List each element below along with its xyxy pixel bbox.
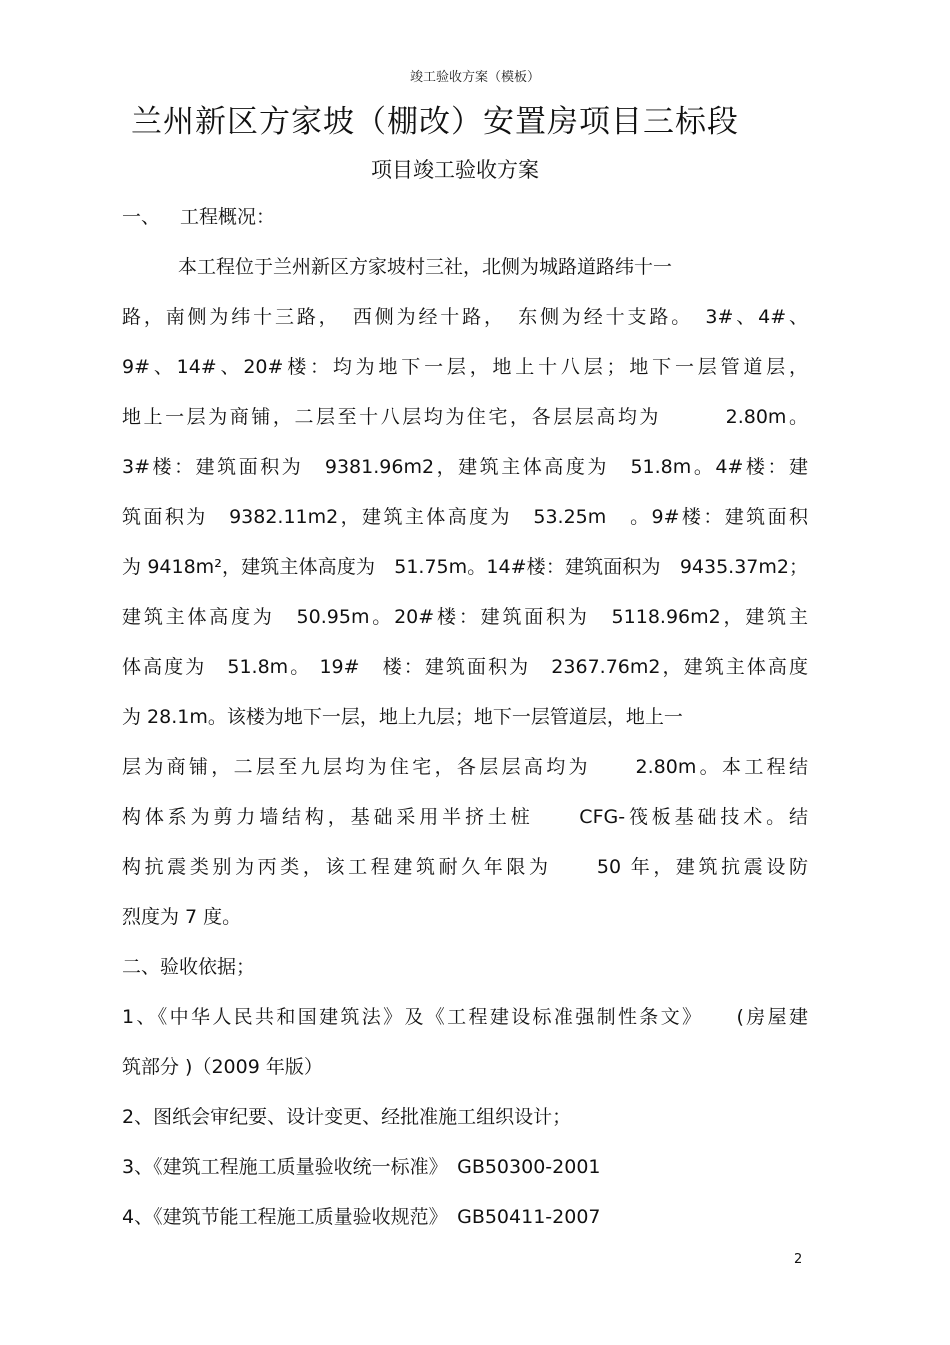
page-number: 2 xyxy=(794,1252,803,1267)
paragraph-line: 烈度为 7 度。 xyxy=(122,906,242,928)
paragraph-line: 筑面积为 9382.11m2，建筑主体高度为 53.25m 。9#楼：建筑面积 xyxy=(122,506,808,528)
paragraph-line: 路，南侧为纬十三路， 西侧为经十路， 东侧为经十支路。 3#、4#、 xyxy=(122,306,808,328)
paragraph-line: 本工程位于兰州新区方家坡村三社，北侧为城路道路纬十一 xyxy=(178,256,673,278)
document-body xyxy=(122,192,808,1242)
paragraph-line: 为 28.1m。该楼为地下一层，地上九层；地下一层管道层，地上一 xyxy=(122,706,683,728)
document-subtitle: 项目竣工验收方案 xyxy=(371,158,539,182)
paragraph-line: 3#楼：建筑面积为 9381.96m2，建筑主体高度为 51.8m。4#楼：建 xyxy=(122,456,808,478)
paragraph-line: 9#、14#、20#楼：均为地下一层，地上十八层；地下一层管道层， xyxy=(122,356,808,378)
basis-item-line: 3、《建筑工程施工质量验收统一标准》 GB50300-2001 xyxy=(122,1156,601,1178)
paragraph-line: 层为商铺，二层至九层均为住宅，各层层高均为 2.80m。本工程结 xyxy=(122,756,808,778)
header-note: 竣工验收方案（模板） xyxy=(409,70,540,85)
basis-item-line: 2、图纸会审纪要、设计变更、经批准施工组织设计； xyxy=(122,1106,572,1128)
paragraph-line: 体高度为 51.8m。 19# 楼：建筑面积为 2367.76m2，建筑主体高度 xyxy=(122,656,808,678)
document-title: 兰州新区方家坡（棚改）安置房项目三标段 xyxy=(131,104,739,140)
basis-item-line: 筑部分 )（2009 年版） xyxy=(122,1056,323,1078)
section-heading-overview xyxy=(122,192,808,242)
section-heading-basis: 二、验收依据； xyxy=(122,956,256,978)
basis-item-line: 4、《建筑节能工程施工质量验收规范》 GB50411-2007 xyxy=(122,1206,601,1228)
paragraph-line: 为 9418m²，建筑主体高度为 51.75m。14#楼：建筑面积为 9435.37m2； xyxy=(122,556,808,578)
paragraph-line: 构体系为剪力墙结构，基础采用半挤土桩 CFG-筏板基础技术。结 xyxy=(122,806,808,828)
section-title: 工程概况： xyxy=(180,206,276,228)
paragraph-line: 建筑主体高度为 50.95m。20#楼：建筑面积为 5118.96m2，建筑主 xyxy=(122,606,808,628)
section-number: 一、 xyxy=(122,206,161,228)
paragraph-line: 地上一层为商铺，二层至十八层均为住宅，各层层高均为 2.80m。 xyxy=(122,406,808,428)
paragraph-line: 构抗震类别为丙类，该工程建筑耐久年限为 50 年，建筑抗震设防 xyxy=(122,856,808,878)
basis-item-line: 1、《中华人民共和国建筑法》及《工程建设标准强制性条文》 (房屋建 xyxy=(122,1006,808,1028)
